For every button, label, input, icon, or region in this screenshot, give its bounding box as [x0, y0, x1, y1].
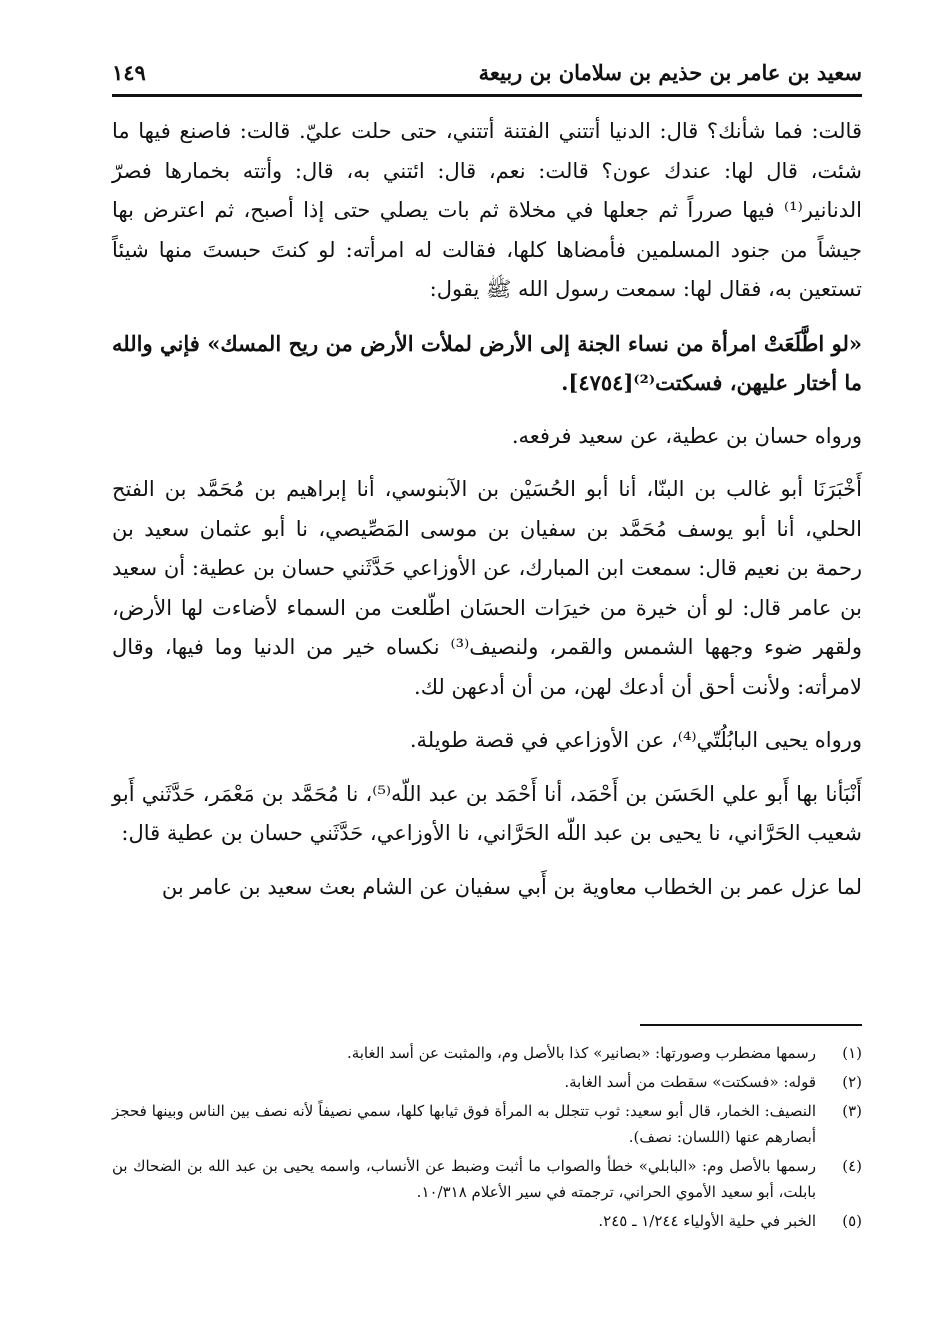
header-rule [112, 94, 862, 97]
footnote-text: رسمها مضطرب وصورتها: «بصانير» كذا بالأصل وم، والمثبت عن أسد الغابة. [346, 1044, 816, 1062]
footnote-number: (٤) [842, 1157, 862, 1175]
footnote-number: (٣) [842, 1102, 862, 1120]
footnote [112, 1098, 862, 1150]
footnote-number: (١) [842, 1044, 862, 1062]
paragraph-7: لما عزل عمر بن الخطاب معاوية بن أَبي سفيان عن الشام بعث سعيد بن عامر بن [161, 874, 862, 899]
paragraph-3: ورواه حسان بن عطية، عن سعيد فرفعه. [511, 423, 862, 448]
footnote-number: (٢) [842, 1073, 862, 1091]
page-number: ١٤٩ [112, 60, 146, 85]
footnote [112, 1208, 862, 1234]
footnote [112, 1069, 862, 1095]
paragraph-5: ورواه يحيى البابُلُتّي⁽⁴⁾، عن الأوزاعي في قصة طويلة. [409, 728, 862, 752]
footnote-number: (٥) [842, 1212, 862, 1230]
header-title: سعيد بن عامر بن حذيم بن سلامان بن ربيعة [478, 60, 862, 85]
footnote-text: الخبر في حلية الأولياء ١/٢٤٤ ـ ٢٤٥. [598, 1212, 816, 1230]
footnote-text: رسمها بالأصل وم: «البابلي» خطأ والصواب ما أثبت وضبط عن الأنساب، واسمه يحيى بن عبد الله بن الضحاك بن بابلت، أبو سعيد الأموي الحراني، ترجمته في سير الأعلام ١٠/٣١٨. [112, 1157, 816, 1201]
footnote [112, 1040, 862, 1066]
footnotes [112, 1040, 862, 1237]
running-header [112, 58, 862, 92]
footnote-text: قوله: «فسكتت» سقطت من أسد الغابة. [564, 1073, 816, 1091]
isnad-paragraph-1: أَخْبَرَنَا أبو غالب بن البنّا، أنا أبو الحُسَيْن بن الآبنوسي، أنا إبراهيم بن مُحَمَّد بن الفتح الحلي، أنا أبو يوسف مُحَمَّد بن سفيان بن موسى المَصِّيصي، نا أبو عثمان سعيد بن رحمة بن نعيم قال: سمعت ابن المبارك، عن الأوزاعي حَدَّثَني حسان بن عطية: أن سعيد بن عامر قال: لو أن خيرة من خيرَات الحسَان اطّلعت من السماء لأضاءت لها الأرض، ولقهر ضوء وجهها الشمس والقمر، ولنصيف⁽³⁾ نكساه خير من الدنيا وما فيها، وقال لامرأته: ولأنت أحق أن أدعك لهن، من أن أدعهن لك. [112, 477, 862, 699]
hadith-paragraph: «لو اطَّلَعَتْ امرأة من نساء الجنة إلى الأرض لملأت الأرض من ريح المسك» فإني والله ما أختار عليهن، فسكتت⁽²⁾[٤٧٥٤]. [112, 330, 862, 395]
footnote-text: النصيف: الخمار، قال أبو سعيد: ثوب تتجلل به المرأة فوق ثيابها كلها، سمي نصيفاً لأنه نصف بين الناس وبينها فحجز أبصارهم عنها (اللسان: نصف). [112, 1102, 816, 1146]
isnad-paragraph-2: أَنْبَأنا بها أَبو علي الحَسَن بن أَحْمَد، أنا أَحْمَد بن عبد اللّه⁽⁵⁾، نا مُحَمَّد بن مَعْمَر، حَدَّثَني أَبو شعيب الحَرَّاني، نا يحيى بن عبد اللّه الحَرَّاني، نا الأوزاعي، حَدَّثَني حسان بن عطية قال: [112, 781, 862, 845]
footnote-rule [640, 1024, 862, 1026]
footnote [112, 1153, 862, 1205]
paragraph-1: قالت: فما شأنك؟ قال: الدنيا أتتني الفتنة أتتني، حتى حلت عليّ. قالت: فاصنع فيها ما شئت، قال لها: عندك عون؟ قالت: نعم، قال: ائتني به، قال: وأتته بخمارها فصرّ الدنانير⁽¹⁾ فيها صرراً ثم جعلها في مخلاة ثم بات يصلي حتى إذا أصبح، ثم اعترض بها جيشاً من جنود المسلمين فأمضاها كلها، فقالت له امرأته: لو كنتَ حبستَ منها شيئاً تستعين به، فقال لها: سمعت رسول الله ﷺ يقول: [112, 119, 862, 301]
main-text [112, 112, 862, 921]
